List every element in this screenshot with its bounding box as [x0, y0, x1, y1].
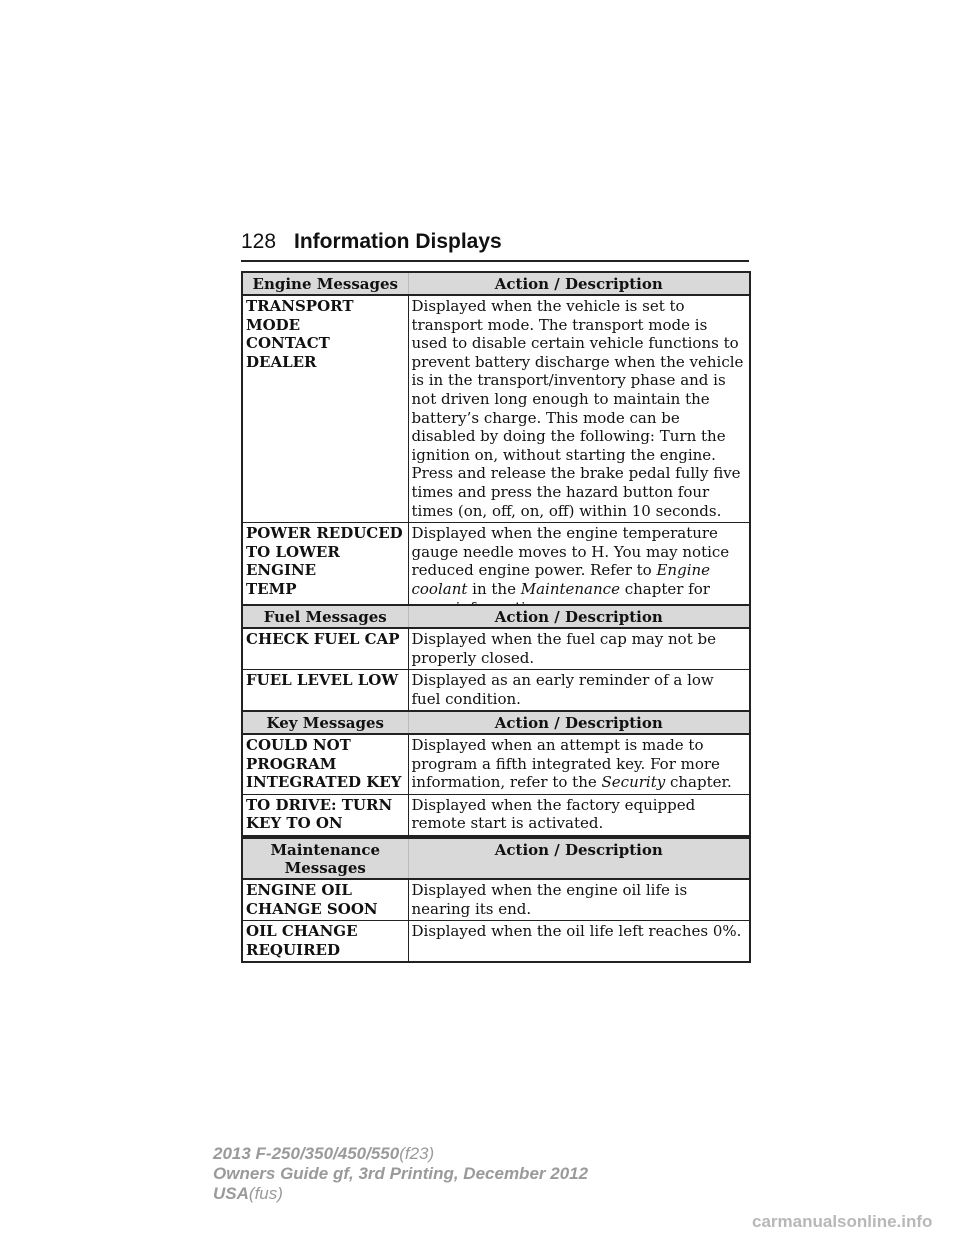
cross-reference: Security — [601, 773, 666, 792]
message-name: OIL CHANGE REQUIRED — [242, 921, 408, 963]
document-footer — [213, 1144, 588, 1204]
message-name: POWER REDUCED TO LOWER ENGINE TEMP — [242, 523, 408, 620]
message-name: CHECK FUEL CAP — [242, 628, 408, 670]
message-description: Displayed when the vehicle is set to transport mode. The transport mode is used to disable certain vehicle functions to prevent battery discharge when the vehicle is in the transport/inventory phase and is not driven long enough to maintain the battery’s charge. This mode can be disabled by doing the following: Turn the ignition on, without starting the engine. Press and release the brake pedal fully five times and press the hazard button four times (on, off, on, off) within 10 seconds. — [408, 295, 750, 523]
message-name: FUEL LEVEL LOW — [242, 670, 408, 712]
column-header-messages: Key Messages — [242, 711, 408, 734]
footer-market-line: USA(fus) — [213, 1184, 283, 1203]
cross-reference: Maintenance — [520, 579, 620, 598]
key-messages-table — [241, 710, 751, 837]
column-header-messages: Fuel Messages — [242, 605, 408, 628]
table-row — [242, 879, 750, 921]
page-number: 128 — [241, 230, 277, 253]
footer-model-line: 2013 F-250/350/450/550(f23) — [213, 1144, 435, 1163]
watermark-text: carmanualsonline.info — [752, 1212, 933, 1231]
table-row — [242, 794, 750, 836]
message-description: Displayed when the engine temperature gauge needle moves to H. You may notice reduced engine power. Refer to Engine coolant in the Maintenance chapter for — [408, 523, 750, 620]
footer-guide-line: Owners Guide gf, 3rd Printing, December 2012 — [213, 1164, 589, 1183]
column-header-messages: Maintenance Messages — [242, 838, 408, 879]
table-row — [242, 734, 750, 794]
message-description: Displayed when the oil life left reaches 0%. — [408, 921, 750, 963]
cross-reference: Engine coolant — [411, 561, 711, 598]
table-header-row — [242, 838, 750, 879]
table-row — [242, 295, 750, 523]
table-header-row — [242, 605, 750, 628]
table-row — [242, 628, 750, 670]
column-header-description: Action / Description — [408, 605, 750, 628]
message-name: TRANSPORT MODE CONTACT DEALER — [242, 295, 408, 523]
table-header-row — [242, 272, 750, 295]
message-description: Displayed when an attempt is made to program a fifth integrated key. For more information, refer to the Security chapter. — [408, 734, 750, 794]
message-name: ENGINE OIL CHANGE SOON — [242, 879, 408, 921]
section-title: Information Displays — [294, 230, 502, 253]
column-header-description: Action / Description — [408, 838, 750, 879]
table-header-row — [242, 711, 750, 734]
message-description: Displayed when the fuel cap may not be properly closed. — [408, 628, 750, 670]
column-header-description: Action / Description — [408, 272, 750, 295]
page-header — [241, 228, 749, 262]
table-row — [242, 670, 750, 712]
column-header-description: Action / Description — [408, 711, 750, 734]
message-description: Displayed when the engine oil life is nearing its end. — [408, 879, 750, 921]
column-header-messages: Engine Messages — [242, 272, 408, 295]
table-row — [242, 921, 750, 963]
message-description: Displayed as an early reminder of a low fuel condition. — [408, 670, 750, 712]
message-name: TO DRIVE: TURN KEY TO ON — [242, 794, 408, 836]
engine-messages-table — [241, 271, 751, 621]
maintenance-messages-table — [241, 837, 751, 963]
message-description: Displayed when the factory equipped remote start is activated. — [408, 794, 750, 836]
fuel-messages-table — [241, 604, 751, 712]
message-name: COULD NOT PROGRAM INTEGRATED KEY — [242, 734, 408, 794]
